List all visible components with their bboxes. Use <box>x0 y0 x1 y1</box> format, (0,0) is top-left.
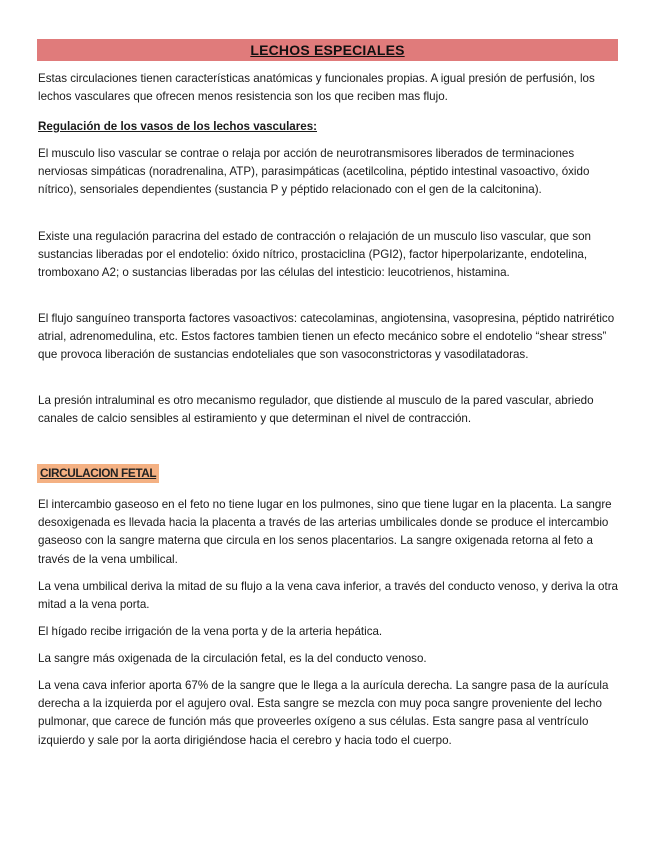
page-title: LECHOS ESPECIALES <box>250 42 405 58</box>
paragraph-umbilical-vein: La vena umbilical deriva la mitad de su flujo a la vena cava inferior, a través del conducto venoso, y deriva la otra mitad a la vena porta. <box>38 580 619 612</box>
intro-paragraph: Estas circulaciones tienen características anatómicas y funcionales propias. A igual presión de perfusión, los lechos vasculares que ofrecen menos resistencia son los que reciben mas flujo. <box>38 72 595 104</box>
paragraph-gas-exchange: El intercambio gaseoso en el feto no tiene lugar en los pulmones, sino que tiene lugar en la placenta. La sangre desoxigenada es llevada hacia la placenta a través de las arterias umbilicales donde se produce el intercambio gaseoso con la sangre materna que circula en los senos placentarios. La sangre oxigenada retorna al feto a través de la vena umbilical. <box>38 498 612 566</box>
paragraph-vasoactive-factors: El flujo sanguíneo transporta factores vasoactivos: catecolaminas, angiotensina, vasopresina, péptido natrirético atrial, adrenomedulina, etc. Estos factores tambien tienen un efecto mecánico sobre el endotelio “shear stress” que provoca liberación de sustancias endoteliales que son vasoconstrictoras y vasodilatadoras. <box>38 312 615 362</box>
paragraph-vena-cava: La vena cava inferior aporta 67% de la sangre que le llega a la aurícula derecha. La sangre pasa de la aurícula derecha a la izquierda por el agujero oval. Esta sangre se mezcla con muy poca sangre proveniente del lecho pulmonar, que carece de función más que proveerles oxígeno a sus células. Esta sangre pasa al ventrículo izquierdo y sale por la aorta dirigiéndose hacia el cerebro y hacia todo el cuerpo. <box>38 679 609 747</box>
paragraph-paracrine: Existe una regulación paracrina del estado de contracción o relajación de un musculo liso vascular, que son sustancias liberadas por el endotelio: óxido nítrico, prostaciclina (PGI2), factor hiperpolarizante, endotelina, tromboxano A2; o sustancias liberadas por las células del intesticio: leucotrienos, histamina. <box>38 230 591 280</box>
paragraph-intraluminal-pressure: La presión intraluminal es otro mecanismo regulador, que distiende al musculo de la pared vascular, abriedo canales de calcio sensibles al estiramiento y que determinan el nivel de contracción. <box>38 394 594 426</box>
title-banner <box>37 39 618 61</box>
section-heading-fetal: CIRCULACION FETAL <box>37 464 159 483</box>
regulation-heading: Regulación de los vasos de los lechos vasculares: <box>38 120 318 133</box>
paragraph-neurotransmitters: El musculo liso vascular se contrae o relaja por acción de neurotransmisores liberados de terminaciones nerviosas simpáticas (noradrenalina, ATP), parasimpáticas (acetilcolina, péptido intestinal vasoactivo, óxido nítrico), sensoriales dependientes (sustancia P y péptido relacionado con el gen de la calcitonina). <box>38 147 590 197</box>
paragraph-oxygenated-blood: La sangre más oxigenada de la circulación fetal, es la del conducto venoso. <box>38 652 427 665</box>
paragraph-liver: El hígado recibe irrigación de la vena porta y de la arteria hepática. <box>38 625 383 638</box>
